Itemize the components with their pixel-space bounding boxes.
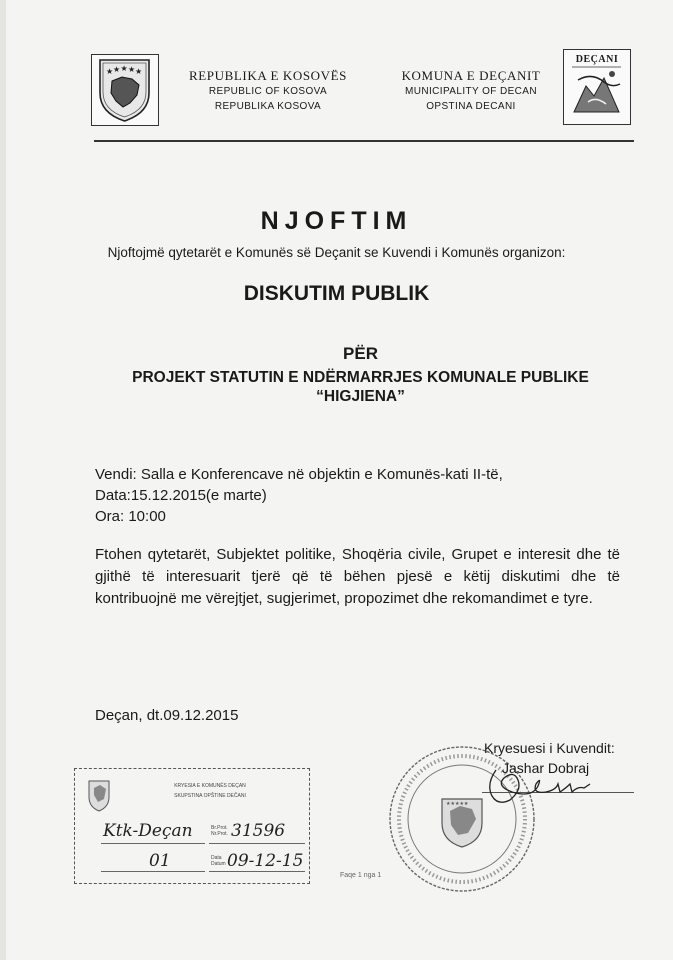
signatory-name: Jashar Dobraj (502, 760, 590, 776)
event-time: Ora: 10:00 (95, 508, 166, 525)
notice-intro: Njoftojmë qytetarët e Komunës së Deçanit se Kuvendi i Komunës organizon: (107, 245, 566, 260)
stamp-org-line-2: SKUPSTINA OPŠTINE DEČANI (174, 793, 246, 799)
header-municipality-albanian: KOMUNA E DEÇANIT (401, 68, 541, 83)
signatory-title: Kryesuesi i Kuvendit: (484, 740, 615, 756)
place-date: Deçan, dt.09.12.2015 (95, 707, 239, 724)
header-municipality (378, 68, 564, 114)
decani-logo-text: DEÇANI (575, 54, 619, 65)
svg-text:★: ★ (106, 67, 114, 76)
notice-subtitle: DISKUTIM PUBLIK (243, 282, 430, 305)
project-line-2: “HIGJIENA” (316, 388, 405, 405)
stamp-date-label: Data Datum (211, 855, 226, 867)
stamp-number-underline (209, 843, 305, 844)
svg-text:★: ★ (113, 65, 121, 74)
kosovo-map-icon (92, 55, 157, 124)
stamp-date: 09-12-15 (227, 851, 304, 871)
notice-per: PËR (343, 344, 378, 363)
header-republic (168, 68, 368, 114)
header-municipality-english: MUNICIPALITY OF DECAN (405, 86, 537, 97)
stamp-date-underline (209, 871, 305, 872)
svg-text:★★★★★: ★★★★★ (446, 801, 469, 807)
registry-stamp (74, 768, 310, 884)
stamp-number: 31596 (231, 821, 286, 841)
stamp-office-underline (101, 843, 205, 844)
page-count: Faqe 1 nga 1 (340, 872, 382, 879)
kosovo-emblem-logo (91, 54, 159, 126)
stamp-number-label: Br.Prot. Nr.Prot. (211, 825, 228, 837)
svg-text:★: ★ (128, 65, 136, 74)
header-divider (94, 140, 634, 142)
handwritten-signature (478, 762, 606, 812)
stamp-code: 01 (149, 851, 171, 871)
header-republic-albanian: REPUBLIKA E KOSOVËS (188, 68, 348, 83)
decani-mountain-icon (564, 50, 629, 123)
stamp-code-underline (101, 871, 205, 872)
header-republic-english: REPUBLIC OF KOSOVA (208, 86, 328, 97)
event-details (95, 464, 503, 527)
event-venue: Vendi: Salla e Konferencave në objektin e Komunës-kati II-të, (95, 466, 503, 483)
invitation-paragraph: Ftohen qytetarët, Subjektet politike, Shoqëria civile, Grupet e interesit dhe të gjithë të interesuarit tjerë që të bëhen pjesë e këtij diskutimi dhe të kontribuojnë me vërejtjet, sugjerimet, propozimet dhe rekomandimet e tyre. (95, 546, 620, 607)
decani-municipality-logo (563, 49, 631, 125)
stamp-office: Ktk-Deçan (103, 821, 193, 841)
header-republic-serbian: REPUBLIKA KOSOVA (214, 101, 322, 112)
svg-text:★: ★ (135, 67, 143, 76)
notice-title: NJOFTIM (260, 207, 413, 235)
svg-text:★: ★ (120, 64, 128, 73)
event-date: Data:15.12.2015(e marte) (95, 487, 267, 504)
page-edge (0, 0, 6, 960)
notice-project (0, 368, 673, 406)
header-municipality-serbian: OPSTINA DECANI (426, 101, 516, 112)
project-line-1: PROJEKT STATUTIN E NDËRMARRJES KOMUNALE PUBLIKE (132, 369, 589, 386)
stamp-emblem-icon (79, 773, 119, 823)
stamp-org-line-1: KRYESIA E KOMUNËS DEÇAN (174, 783, 246, 789)
